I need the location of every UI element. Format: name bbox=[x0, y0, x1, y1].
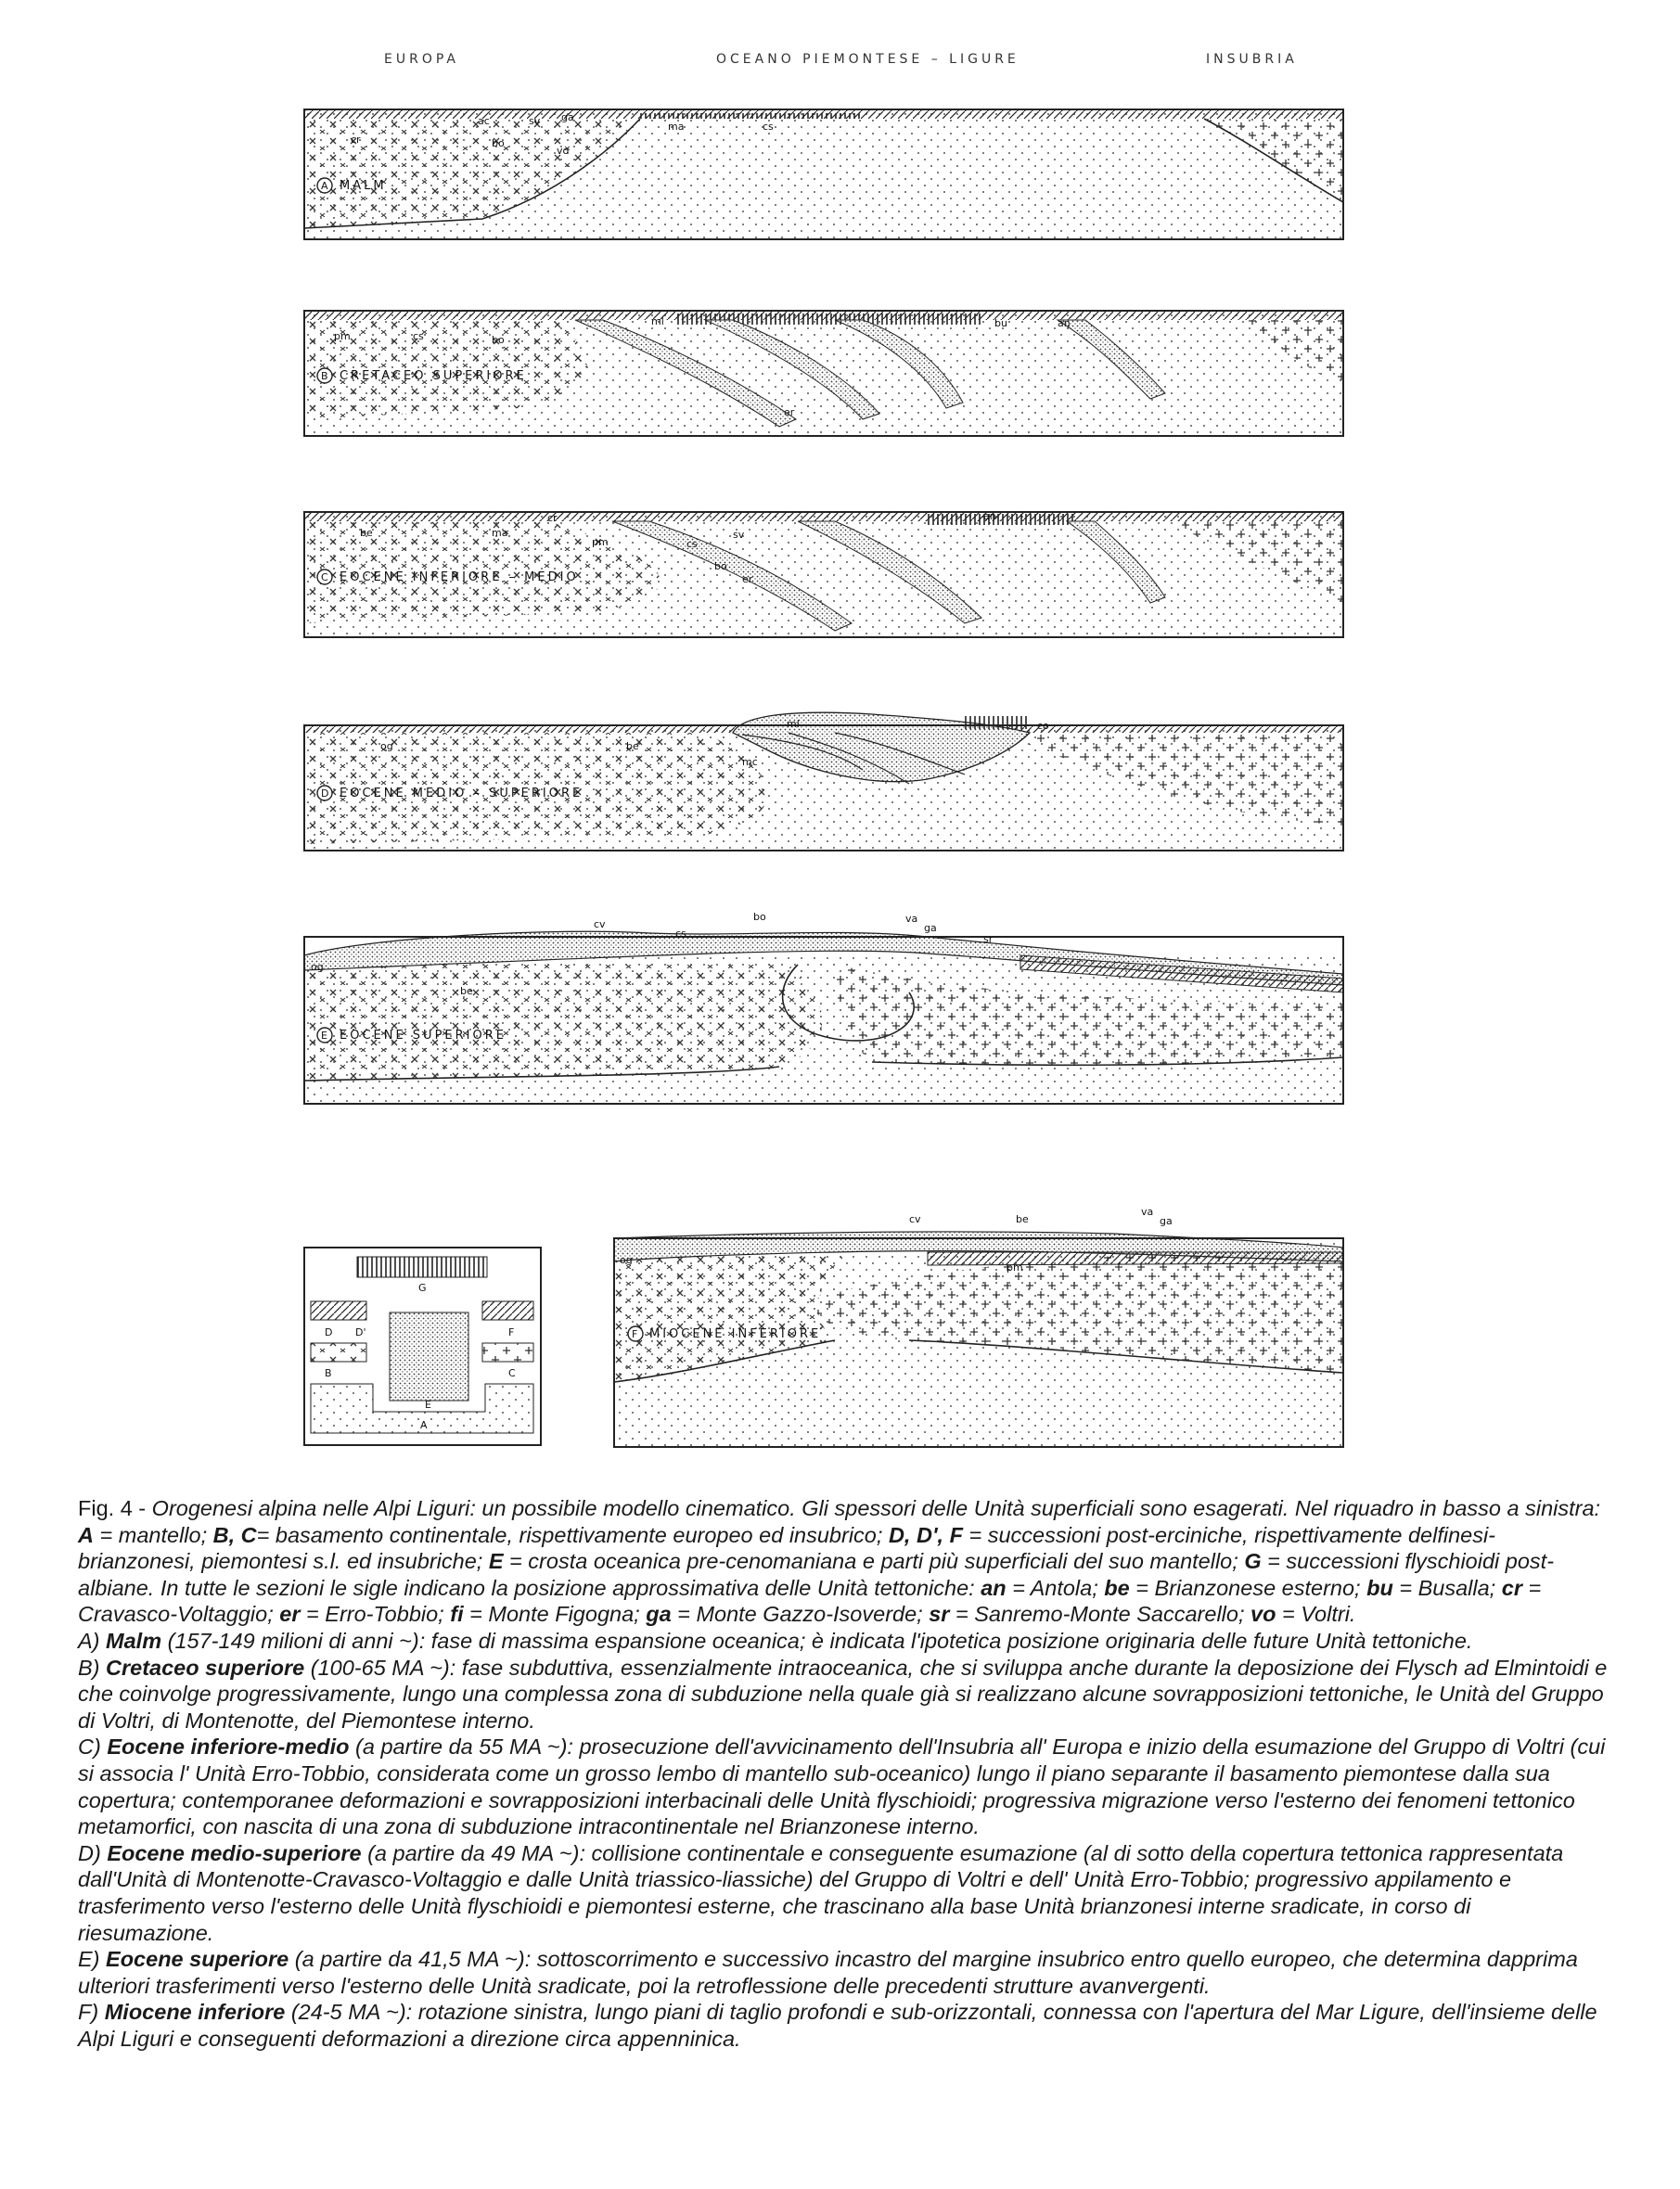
section-b-label: CRETACEO SUPERIORE bbox=[340, 369, 527, 383]
caption-title-b: Cretaceo superiore bbox=[106, 1655, 305, 1680]
tag-b-an: an bbox=[1058, 317, 1071, 329]
caption-para-b: B) Cretaceo superiore (100-65 MA ~): fase subduttiva, essenzialmente intraoceanica, che si sviluppa anche durante la deposizione dei Flysch ad Elmintoidi e che coinvolge progressivamente, lungo una complessa zona di subduzione nella quale già si realizzano alcune sovrapposizioni tettoniche, le Unità del Gruppo di Voltri, di Montenotte, del Piemontese interno. bbox=[78, 1655, 1608, 1733]
tag-a-bo: bo bbox=[492, 137, 505, 149]
tag-a-cr: cr bbox=[351, 134, 361, 146]
key-an-text: = Antola; bbox=[1006, 1575, 1105, 1600]
caption-title-c: Eocene inferiore-medio bbox=[107, 1735, 350, 1760]
key-e-text: = crosta oceanica pre-cenomaniana e parti più superficiali del suo mantello; bbox=[503, 1549, 1245, 1574]
key-bc: B, C bbox=[212, 1522, 257, 1547]
key-ga: ga bbox=[646, 1602, 672, 1627]
tag-a-ac: ac bbox=[478, 115, 490, 127]
tag-d-og: og bbox=[380, 740, 393, 752]
section-e-letter: E bbox=[321, 1030, 327, 1042]
key-fi: fi bbox=[450, 1602, 464, 1627]
tag-a-sv: sv bbox=[529, 115, 541, 127]
section-f bbox=[614, 1206, 1343, 1447]
tag-e-be: be bbox=[460, 985, 473, 997]
tag-f-ga: ga bbox=[1160, 1215, 1173, 1227]
tag-d-mc: mc bbox=[742, 756, 758, 768]
tag-f-cv: cv bbox=[909, 1213, 921, 1225]
key-be-text: = Brianzonese esterno; bbox=[1129, 1575, 1367, 1600]
tag-a-vo: vo bbox=[557, 145, 570, 157]
header-oceano: OCEANO PIEMONTESE – LIGURE bbox=[716, 52, 1020, 67]
tag-c-cr: cr bbox=[547, 512, 558, 524]
tag-c-pm: pm bbox=[592, 536, 609, 548]
caption-title-e: Eocene superiore bbox=[106, 1947, 289, 1972]
section-a-letter: A bbox=[321, 180, 328, 192]
key-bc-text: = basamento continentale, rispettivamente europeo ed insubrico; bbox=[256, 1522, 889, 1547]
section-d-label: EOCENE MEDIO – SUPERIORE bbox=[340, 787, 584, 800]
caption-title-a: Malm bbox=[106, 1628, 162, 1653]
tag-f-va: va bbox=[1141, 1206, 1154, 1218]
section-c-letter: C bbox=[321, 571, 328, 583]
caption-intro-text: Orogenesi alpina nelle Alpi Liguri: un possibile modello cinematico. Gli spessori delle Unità superficiali sono esagerati. Nel riquadro in basso a sinistra: bbox=[151, 1496, 1601, 1520]
tag-e-cv: cv bbox=[594, 918, 606, 930]
tag-a-ga: ga bbox=[561, 111, 574, 123]
tag-c-er: er bbox=[742, 573, 753, 585]
legend-c: C bbox=[508, 1367, 516, 1379]
tag-b-bo: bo bbox=[492, 334, 505, 346]
key-ddf: D, D', F bbox=[888, 1522, 963, 1547]
tag-e-cs: cs bbox=[675, 928, 686, 940]
key-sr: sr bbox=[929, 1602, 950, 1627]
header-europa: EUROPA bbox=[384, 52, 459, 67]
caption-para-d: D) Eocene medio-superiore (a partire da 49 MA ~): collisione continentale e conseguente esumazione (al di sotto della copertura tettonica rappresentata dall'Unità di Montenotte-Cravasco-Voltaggio e dalle Unità triassico-liassiche) del Gruppo di Voltri e dell' Unità Erro-Tobbio; progressivo appilamento e trasferimento verso l'esterno delle Unità flyschioidi e piemontesi esterne, che trascinano alla base Unità brianzonesi interne sradicate, in corso di riesumazione. bbox=[78, 1840, 1564, 1945]
key-a: A bbox=[78, 1522, 94, 1547]
key-er-text: = Erro-Tobbio; bbox=[300, 1602, 451, 1627]
key-cr-text: = Cravasco-Voltaggio; bbox=[78, 1575, 1542, 1627]
legend-d-prime: D' bbox=[355, 1326, 366, 1338]
tag-e-ga: ga bbox=[924, 922, 937, 934]
tag-b-er: er bbox=[784, 406, 795, 418]
legend-g: G bbox=[418, 1282, 427, 1294]
section-a-label: MALM bbox=[340, 179, 387, 193]
caption-title-f: Miocene inferiore bbox=[104, 2000, 286, 2025]
tag-c-bo: bo bbox=[714, 560, 727, 572]
caption-fig-label: Fig. 4 - bbox=[78, 1496, 152, 1520]
tag-e-bo: bo bbox=[753, 911, 766, 923]
tag-e-og: og bbox=[311, 961, 324, 973]
tag-c-ma: ma bbox=[492, 527, 508, 539]
legend-box bbox=[304, 1248, 541, 1445]
legend-e: E bbox=[425, 1399, 431, 1411]
tag-f-be: be bbox=[1016, 1213, 1029, 1225]
tag-d-be: be bbox=[626, 740, 639, 752]
section-b-letter: B bbox=[321, 370, 328, 382]
tag-d-ml: ml bbox=[787, 718, 800, 730]
legend-f: F bbox=[508, 1326, 515, 1338]
tag-f-pm: pm bbox=[1007, 1261, 1023, 1274]
key-e: E bbox=[488, 1549, 504, 1574]
caption-para-a: A) Malm (157-149 milioni di anni ~): fase di massima espansione oceanica; è indicata l'ipotetica posizione originaria delle future Unità tettoniche. bbox=[78, 1628, 1473, 1653]
legend-d: D bbox=[325, 1326, 333, 1338]
section-e bbox=[304, 911, 1343, 1104]
key-cr: cr bbox=[1501, 1575, 1522, 1600]
section-d-letter: D bbox=[321, 787, 329, 800]
figure-caption bbox=[78, 1495, 1610, 2052]
key-sr-text: = Sanremo-Monte Saccarello; bbox=[949, 1602, 1251, 1627]
caption-para-c: C) Eocene inferiore-medio (a partire da 55 MA ~): prosecuzione dell'avvicinamento dell'Insubria all' Europa e inizio della esumazione del Gruppo di Voltri (cui si associa l' Unità Erro-Tobbio, considerata come un grosso lembo di mantello sub-oceanico) lungo il piano separante il basamento piemontese dalla sua copertura; contemporanee deformazioni e sovrapposizioni interbacinali delle Unità flyschioidi; progressiva migrazione verso l'esterno dei fenomeni tettonico metamorfici, con nascita di una zona di subduzione intracontinentale nel Brianzonese interno. bbox=[78, 1735, 1606, 1839]
key-an: an bbox=[981, 1575, 1007, 1600]
caption-intro bbox=[78, 1495, 1610, 1628]
key-fi-text: = Monte Figogna; bbox=[463, 1602, 647, 1627]
section-c-label: EOCENE INFERIORE – MEDIO bbox=[340, 570, 579, 584]
tag-a-cs: cs bbox=[763, 121, 774, 133]
tag-e-va: va bbox=[905, 913, 918, 925]
key-be: be bbox=[1104, 1575, 1130, 1600]
section-a bbox=[304, 109, 1343, 239]
key-er: er bbox=[279, 1602, 301, 1627]
tag-c-sv: sv bbox=[733, 529, 745, 541]
key-vo-text: = Voltri. bbox=[1276, 1602, 1356, 1627]
key-ddf-text: = successioni post-erciniche, rispettivamente delfinesi-brianzonesi, piemontesi s.l. ed insubriche; bbox=[78, 1522, 1496, 1574]
key-a-text: = mantello; bbox=[93, 1522, 213, 1547]
key-bu: bu bbox=[1366, 1575, 1393, 1600]
key-g-text: = successioni flyschioidi post-albiane. In tutte le sezioni le sigle indicano la posizione approssimativa delle Unità tettoniche: bbox=[78, 1549, 1555, 1600]
key-g: G bbox=[1244, 1549, 1262, 1574]
section-f-letter: F bbox=[632, 1328, 638, 1340]
section-f-label: MIOCENE INFERIORE bbox=[649, 1327, 822, 1341]
caption-para-e: E) Eocene superiore (a partire da 41,5 MA ~): sottoscorrimento e successivo incastro del margine insubrico entro quello europeo, che determina dapprima ulteriori trasferimenti verso l'esterno delle Unità sradicate, poi la retroflessione delle precedenti strutture avanvergenti. bbox=[78, 1947, 1578, 1998]
caption-title-d: Eocene medio-superiore bbox=[107, 1840, 362, 1865]
section-d bbox=[304, 712, 1343, 851]
tag-b-ml: ml bbox=[651, 315, 664, 327]
key-bu-text: = Busalla; bbox=[1392, 1575, 1502, 1600]
tag-f-og: og bbox=[620, 1254, 633, 1266]
key-vo: vo bbox=[1250, 1602, 1276, 1627]
legend-b: B bbox=[325, 1367, 332, 1379]
tag-c-be: be bbox=[360, 527, 373, 539]
key-ga-text: = Monte Gazzo-Isoverde; bbox=[671, 1602, 930, 1627]
tag-e-sr: sr bbox=[983, 933, 994, 945]
section-c bbox=[304, 510, 1343, 637]
section-e-label: EOCENE SUPERIORE bbox=[340, 1029, 507, 1043]
tag-b-pm: pm bbox=[334, 330, 351, 342]
header-insubria: INSUBRIA bbox=[1206, 52, 1298, 67]
tag-c-an: an bbox=[983, 510, 996, 522]
tag-b-bu: bu bbox=[994, 317, 1007, 329]
tag-b-cs: cs bbox=[413, 330, 424, 342]
section-b bbox=[304, 311, 1343, 436]
tag-d-co: co bbox=[1037, 720, 1049, 732]
tag-a-ma: ma bbox=[668, 121, 685, 133]
tag-c-cs: cs bbox=[686, 538, 698, 550]
caption-para-f: F) Miocene inferiore (24-5 MA ~): rotazione sinistra, lungo piani di taglio profondi e sub-orizzontali, connessa con l'apertura del Mar Ligure, dell'insieme delle Alpi Liguri e conseguenti deformazioni a direzione circa appenninica. bbox=[78, 2000, 1597, 2051]
legend-a: A bbox=[420, 1419, 428, 1431]
